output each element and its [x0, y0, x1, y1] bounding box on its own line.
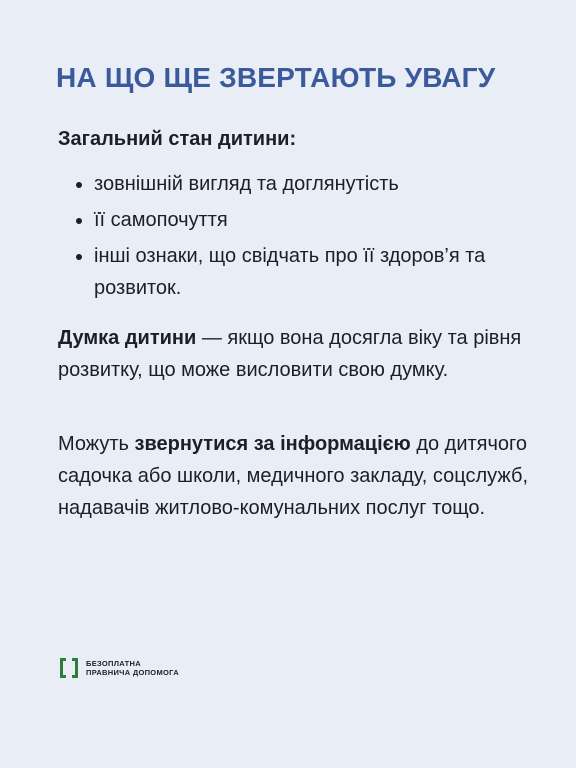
list-item-text: зовнішній вигляд та доглянутість	[94, 173, 399, 195]
bullet-icon	[76, 254, 82, 260]
logo	[60, 658, 179, 678]
logo-text	[86, 659, 179, 677]
information-bold: звернутися за інформацією	[134, 433, 411, 455]
list-item-text: її самопочуття	[94, 209, 228, 231]
bullet-icon	[76, 218, 82, 224]
list-item-text: інші ознаки, що свідчать про її здоров’я та розвиток.	[94, 245, 486, 299]
list-item	[58, 240, 528, 304]
child-opinion-paragraph	[58, 322, 538, 386]
information-lead: Можуть	[58, 433, 135, 455]
section-heading: Загальний стан дитини:	[58, 128, 297, 150]
information-paragraph	[58, 428, 538, 524]
right-bracket-icon	[72, 658, 78, 678]
logo-line-1: БЕЗОПЛАТНА	[86, 659, 141, 668]
logo-line-2: ПРАВНИЧА ДОПОМОГА	[86, 668, 179, 677]
bullet-icon	[76, 182, 82, 188]
bullet-list	[58, 168, 528, 308]
left-bracket-icon	[60, 658, 66, 678]
logo-brackets-icon	[60, 658, 78, 678]
list-item	[58, 204, 528, 236]
child-opinion-text: — якщо вона досягла віку та рівня розвитку, що може висловити свою думку.	[58, 327, 522, 381]
information-text: до дитячого садочка або школи, медичного закладу, соцслужб, надавачів житлово-комунальних послуг тощо.	[58, 433, 529, 519]
child-opinion-bold: Думка дитини	[58, 327, 197, 349]
page-title: НА ЩО ЩЕ ЗВЕРТАЮТЬ УВАГУ	[56, 62, 496, 93]
list-item	[58, 168, 528, 200]
